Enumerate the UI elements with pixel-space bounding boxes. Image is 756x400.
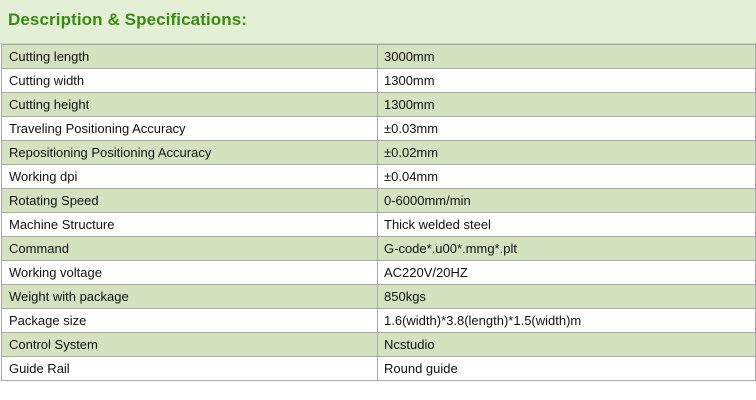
table-row <box>2 261 756 285</box>
section-header <box>0 0 756 44</box>
table-row <box>2 45 756 69</box>
table-row <box>2 309 756 333</box>
spec-label: Traveling Positioning Accuracy <box>2 117 378 141</box>
spec-value: AC220V/20HZ <box>378 261 756 285</box>
table-row <box>2 93 756 117</box>
spec-label: Package size <box>2 309 378 333</box>
spec-value: 1.6(width)*3.8(length)*1.5(width)m <box>378 309 756 333</box>
table-row <box>2 357 756 381</box>
spec-value: 0-6000mm/min <box>378 189 756 213</box>
spec-value: 3000mm <box>378 45 756 69</box>
spec-label: Guide Rail <box>2 357 378 381</box>
table-row <box>2 237 756 261</box>
section-title: Description & Specifications: <box>8 10 248 29</box>
table-row <box>2 165 756 189</box>
specifications-table <box>1 44 756 381</box>
spec-value: ±0.04mm <box>378 165 756 189</box>
spec-label: Rotating Speed <box>2 189 378 213</box>
table-row <box>2 189 756 213</box>
table-row <box>2 117 756 141</box>
spec-label: Cutting length <box>2 45 378 69</box>
spec-value: Ncstudio <box>378 333 756 357</box>
spec-label: Weight with package <box>2 285 378 309</box>
spec-value: ±0.03mm <box>378 117 756 141</box>
spec-label: Cutting width <box>2 69 378 93</box>
spec-label: Cutting height <box>2 93 378 117</box>
spec-value: G-code*.u00*.mmg*.plt <box>378 237 756 261</box>
spec-value: 1300mm <box>378 69 756 93</box>
spec-value: ±0.02mm <box>378 141 756 165</box>
table-row <box>2 69 756 93</box>
spec-label: Working dpi <box>2 165 378 189</box>
spec-label: Working voltage <box>2 261 378 285</box>
spec-value: 1300mm <box>378 93 756 117</box>
spec-value: Round guide <box>378 357 756 381</box>
spec-label: Control System <box>2 333 378 357</box>
table-row <box>2 285 756 309</box>
table-row <box>2 141 756 165</box>
table-row <box>2 333 756 357</box>
spec-value: 850kgs <box>378 285 756 309</box>
spec-label: Machine Structure <box>2 213 378 237</box>
table-row <box>2 213 756 237</box>
spec-label: Command <box>2 237 378 261</box>
spec-value: Thick welded steel <box>378 213 756 237</box>
spec-label: Repositioning Positioning Accuracy <box>2 141 378 165</box>
